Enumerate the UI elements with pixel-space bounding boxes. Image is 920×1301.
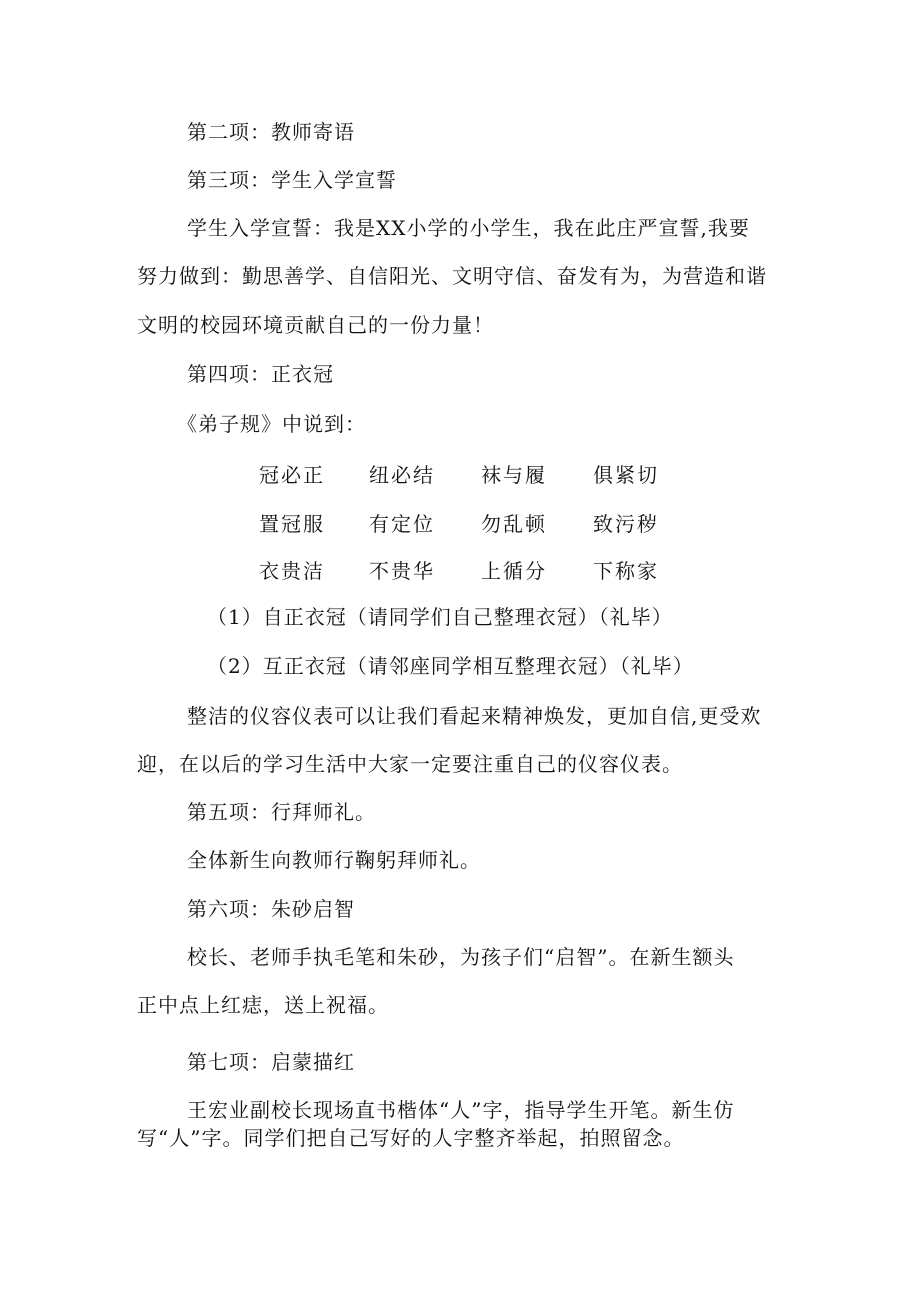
appearance-line-2: 迎，在以后的学习生活中大家一定要注重自己的仪容仪表。 bbox=[137, 752, 683, 776]
appearance-line-1: 整洁的仪容仪表可以让我们看起来精神焕发，更加自信,更受欢 bbox=[187, 704, 762, 728]
poem-cell: 有定位 bbox=[369, 512, 435, 536]
poem-cell: 俱紧切 bbox=[593, 463, 659, 487]
item-6-line-1: 校长、老师手执毛笔和朱砂，为孩子们“启智”。在新生额头 bbox=[187, 945, 735, 969]
poem-cell: 勿乱顿 bbox=[481, 512, 547, 536]
poem-cell: 不贵华 bbox=[369, 559, 435, 583]
poem-cell: 致污秽 bbox=[593, 512, 659, 536]
item-5-heading: 第五项：行拜师礼。 bbox=[187, 800, 376, 824]
poem-cell: 置冠服 bbox=[259, 512, 325, 536]
poem-cell: 纽必结 bbox=[369, 463, 435, 487]
poem-cell: 上循分 bbox=[481, 559, 547, 583]
item-6-heading: 第六项：朱砂启智 bbox=[187, 897, 355, 921]
oath-line-2: 努力做到：勤思善学、自信阳光、文明守信、奋发有为，为营造和谐 bbox=[137, 264, 767, 288]
item-4-heading: 第四项：正衣冠 bbox=[187, 362, 334, 386]
oath-line-3: 文明的校园环境贡献自己的一份力量！ bbox=[137, 313, 494, 337]
item-6-line-2: 正中点上红痣，送上祝福。 bbox=[137, 993, 389, 1017]
item-5-text: 全体新生向教师行鞠躬拜师礼。 bbox=[187, 848, 481, 872]
item-2-heading: 第二项：教师寄语 bbox=[187, 120, 355, 144]
dizigui-intro: 《弟子规》中说到： bbox=[177, 412, 366, 436]
poem-cell: 衣贵洁 bbox=[259, 559, 325, 583]
oath-line-1: 学生入学宣誓：我是XX小学的小学生，我在此庄严宣誓,我要 bbox=[187, 216, 750, 240]
item-3-heading: 第三项：学生入学宣誓 bbox=[187, 168, 397, 192]
item-7-heading: 第七项：启蒙描红 bbox=[187, 1050, 355, 1074]
mutual-adjust-step: （2）互正衣冠（请邻座同学相互整理衣冠）（礼毕） bbox=[207, 654, 694, 678]
poem-cell: 袜与履 bbox=[481, 463, 547, 487]
self-adjust-step: （1）自正衣冠（请同学们自己整理衣冠）（礼毕） bbox=[207, 605, 673, 629]
item-7-line-1: 王宏业副校长现场直书楷体“人”字，指导学生开笔。新生仿 bbox=[187, 1098, 735, 1122]
poem-cell: 冠必正 bbox=[259, 463, 325, 487]
poem-cell: 下称家 bbox=[593, 559, 659, 583]
item-7-line-2: 写“人”字。同学们把自己写好的人字整齐举起，拍照留念。 bbox=[137, 1126, 685, 1150]
